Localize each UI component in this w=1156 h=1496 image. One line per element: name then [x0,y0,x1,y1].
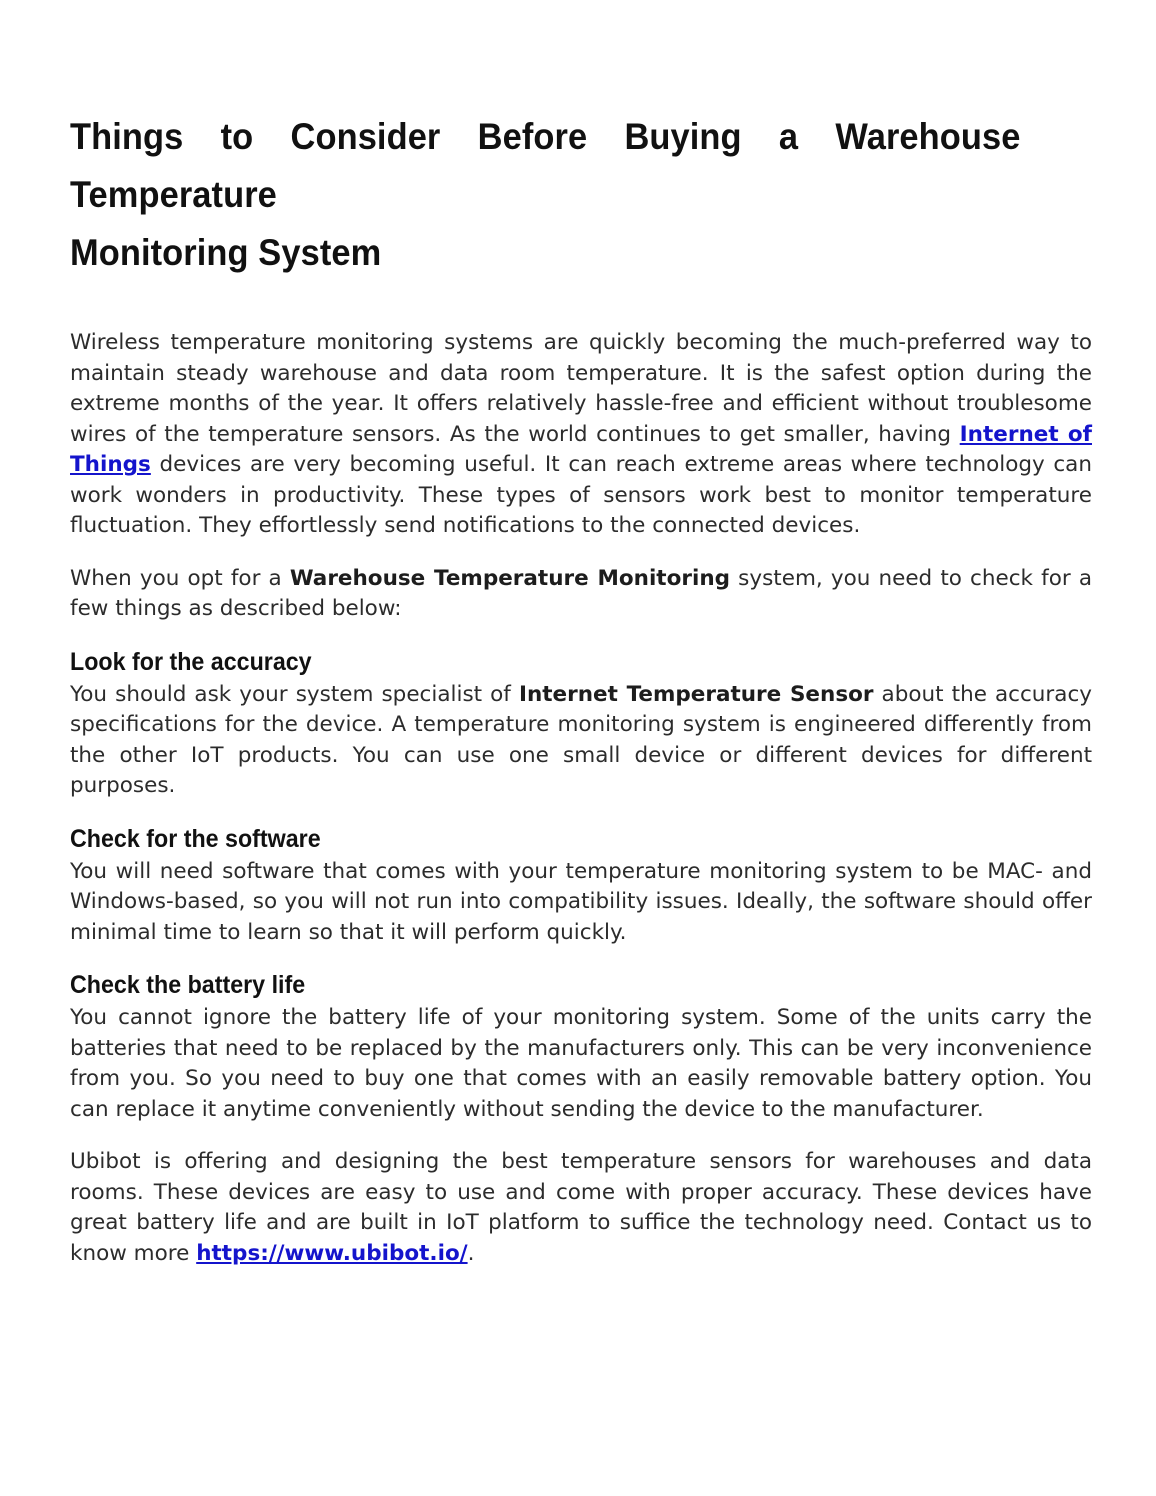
paragraph-lead-in-text-before-bold: When you opt for a [70,565,290,591]
paragraph-closing-text-after-link: . [467,1240,475,1266]
internet-of-things-link[interactable]: Internet of Things [70,421,1092,477]
warehouse-temperature-monitoring-emphasis: Warehouse Temperature Monitoring [289,565,731,591]
paragraph-lead-in [70,564,1092,625]
paragraph-intro [70,328,1092,542]
paragraph-intro-text-before-link: Wireless temperature monitoring systems are quickly becoming the much-preferred way to maintain steady warehouse and data room temperature. It is the safest option during the extreme months of the year. It offers relatively hassle-free and efficient without troublesome wires of the temperature sensors. As the world continues to get smaller, having [70,330,1092,447]
internet-temperature-sensor-emphasis: Internet Temperature Sensor [518,681,874,707]
ubibot-website-link[interactable]: https://www.ubibot.io/ [196,1240,468,1266]
paragraph-accuracy [70,680,1092,802]
paragraph-closing [70,1147,1092,1269]
page-title-line-2: Monitoring System [70,232,382,273]
page-title-line-1: Things to Consider Before Buying a Warehouse Temperature [70,116,1021,215]
paragraph-lead-in-text-after-bold: system, you need to check for a few things as described below: [70,565,1092,621]
section-heading-accuracy: Look for the accuracy [70,647,312,676]
section-heading-software: Check for the software [70,824,321,853]
paragraph-battery: You cannot ignore the battery life of your monitoring system. Some of the units carry the batteries that need to be replaced by the manufacturers only. This can be very inconvenience from you. So you need to buy one that comes with an easily removable battery option. You can replace it anytime conveniently without sending the device to the manufacturer. [70,1005,1092,1122]
paragraph-closing-text-before-link: Ubibot is offering and designing the best temperature sensors for warehouses and data rooms. These devices are easy to use and come with proper accuracy. These devices have great battery life and are built in IoT platform to suffice the technology need. Contact us to know more [70,1149,1092,1266]
paragraph-intro-text-after-link: devices are very becoming useful. It can reach extreme areas where technology can work wonders in productivity. These types of sensors work best to monitor temperature fluctuation. They effortlessly send notifications to the connected devices. [70,452,1092,538]
paragraph-accuracy-text-before-bold: You should ask your system specialist of [70,681,519,707]
page-title [70,108,1020,282]
section-heading-battery: Check the battery life [70,971,306,999]
paragraph-software: You will need software that comes with your temperature monitoring system to be MAC- and Windows-based, so you will not run into compatibility issues. Ideally, the software should offer minimal time to learn so that it will perform quickly. [70,858,1092,945]
paragraph-accuracy-text-after-bold: about the accuracy specifications for the device. A temperature monitoring system is engineered differently from the other IoT products. You can use one small device or different devices for different purposes. [70,681,1092,798]
